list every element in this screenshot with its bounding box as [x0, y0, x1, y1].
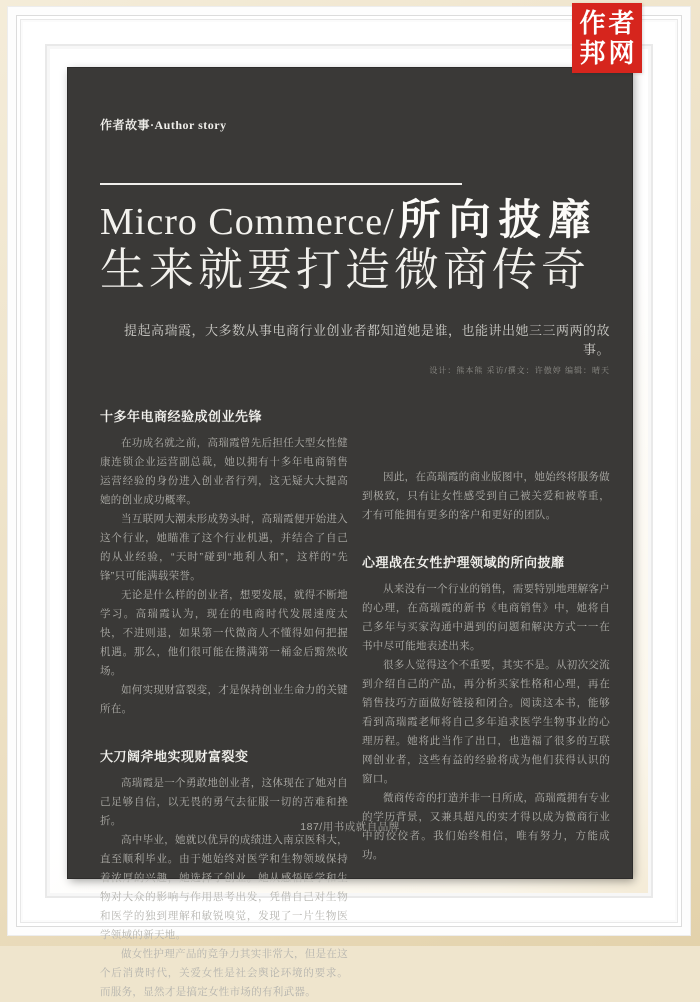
body-paragraph: 因此，在高瑞霞的商业版图中，她始终将服务做到极致，只有让女性感受到自己被关爱和被尊重，才有可能拥有更多的客户和更好的团队。	[362, 471, 610, 521]
section-kicker: 作者故事·Author story	[100, 118, 227, 132]
section-heading: 十多年电商经验成创业先锋	[100, 409, 263, 424]
article-credits: 设计：熊本熊 采访/撰文：许傲婷 编辑：晴天	[429, 366, 610, 375]
section	[362, 468, 610, 525]
article-subtitle: 生来就要打造微商传奇	[100, 244, 591, 295]
article-title-chinese: 所向披靡	[398, 196, 599, 243]
authorbang-logo-badge	[572, 3, 642, 73]
article-columns	[100, 406, 610, 1002]
body-paragraph: 微商传奇的打造并非一日所成，高瑞霞拥有专业的学历背景，又兼具超凡的实才得以成为微商行业中的佼佼者。我们始终相信，唯有努力，方能成功。	[362, 792, 610, 861]
section-heading: 大刀阔斧地实现财富裂变	[100, 749, 249, 764]
body-paragraph: 从来没有一个行业的销售，需要特别地理解客户的心理，在高瑞霞的新书《电商销售》中，她将自己多年与买家沟通中遇到的问题和解决方式一一在书中尽可能地表述出来。	[362, 583, 610, 652]
badge-line2: 邦网	[579, 38, 638, 68]
body-paragraph: 如何实现财富裂变，才是保持创业生命力的关键所在。	[100, 684, 348, 715]
body-paragraph: 做女性护理产品的竞争力其实非常大，但是在这个后消费时代，关爱女性是社会舆论环境的要求。而服务，显然才是搞定女性市场的有利武器。	[100, 948, 348, 998]
badge-line1: 作者	[579, 8, 638, 38]
section-heading: 心理战在女性护理领域的所向披靡	[362, 555, 565, 570]
magazine-page	[68, 68, 632, 998]
page-number-footer: 187/用书成就自品牌	[300, 821, 400, 833]
right-column	[362, 406, 610, 1002]
body-paragraph: 高中毕业，她就以优异的成绩进入南京医科大，直至顺利毕业。由于她始终对医学和生物领域保持着浓厚的兴趣，她选择了创业。她从感悟医学和生物对大众的影响与作用思考出发，凭借自己对生物和医学的独到理解和敏锐嗅觉，发现了一片生物医学领域的新天地。	[100, 834, 348, 941]
title-divider	[100, 183, 462, 185]
body-paragraph: 高瑞霞是一个勇敢地创业者，这体现在了她对自己足够自信，以无畏的勇气去征服一切的苦难和挫折。	[100, 777, 348, 827]
section	[100, 406, 348, 719]
article-title-english: Micro Commerce/	[100, 201, 395, 243]
body-paragraph: 在功成名就之前，高瑞霞曾先后担任大型女性健康连锁企业运营副总裁，她以拥有十多年电商销售运营经验的身份进入创业者行列，这无疑大大提高她的创业成功概率。	[100, 437, 348, 506]
body-paragraph: 很多人觉得这个不重要，其实不是。从初次交流到介绍自己的产品，再分析买家性格和心理，再在销售技巧方面做好链接和闭合。阅读这本书，能够看到高瑞霞老师将自己多年追求医学生物事业的心理历程。她将此当作了出口，也造福了很多的互联网创业者，这些有益的经验将成为他们获得认识的窗口。	[362, 659, 610, 785]
body-paragraph: 当互联网大潮未形成势头时，高瑞霞便开始进入这个行业，她瞄准了这个行业机遇，并结合了自己的从业经验，“天时”碰到“地利人和”，这样的“先锋”只可能满载荣誉。	[100, 513, 348, 582]
body-paragraph: 无论是什么样的创业者，想要发展，就得不断地学习。高瑞霞认为，现在的电商时代发展速度太快，不进则退，如果第一代微商人不懂得如何把握机遇。那么，他们很可能在攒满第一桶金后黯然收场。	[100, 589, 348, 677]
left-column	[100, 406, 348, 1002]
article-intro: 提起高瑞霞，大多数从事电商行业创业者都知道她是谁，也能讲出她三三两两的故事。	[123, 323, 610, 357]
section	[100, 746, 348, 1002]
article-title	[100, 196, 610, 243]
